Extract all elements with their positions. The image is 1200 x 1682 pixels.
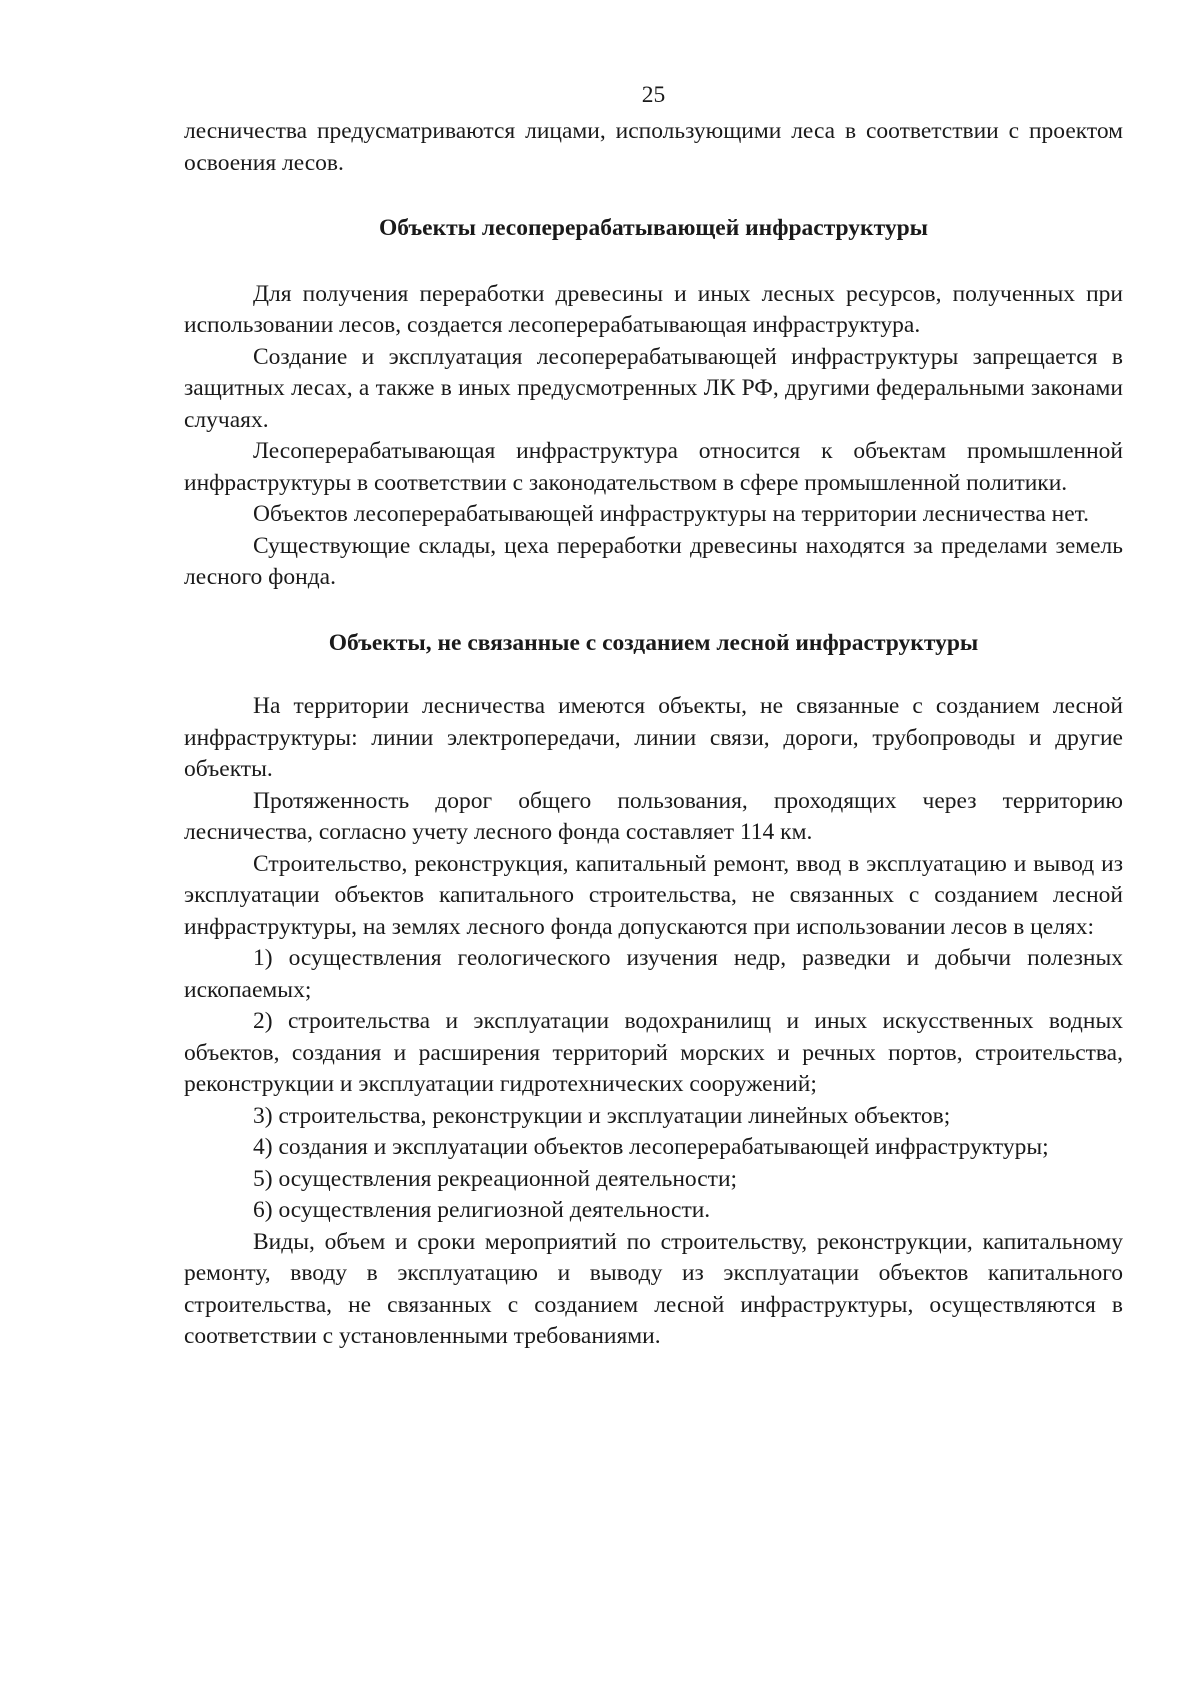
paragraph: Лесоперерабатывающая инфраструктура относится к объектам промышленной инфраструктуры в соответствии с законодательством в сфере промышленной политики. [184, 438, 1123, 496]
paragraph: Объектов лесоперерабатывающей инфраструктуры на территории лесничества нет. [253, 501, 1090, 527]
section-heading-processing-infrastructure: Объекты лесоперерабатывающей инфраструктуры [379, 215, 928, 241]
section-heading-non-forest-objects: Объекты, не связанные с созданием лесной инфраструктуры [328, 629, 979, 656]
list-item: 6) осуществления религиозной деятельности. [253, 1197, 711, 1223]
paragraph: Для получения переработки древесины и иных лесных ресурсов, полученных при использовании лесов, создается лесоперерабатывающая инфраструктура. [184, 280, 1123, 338]
paragraph: Создание и эксплуатация лесоперерабатывающей инфраструктуры запрещается в защитных лесах, а также в иных предусмотренных ЛК РФ, другими федеральными законами случаях. [184, 343, 1123, 433]
paragraph: На территории лесничества имеются объекты, не связанные с созданием лесной инфраструктуры: линии электропередачи, линии связи, дороги, трубопроводы и другие объекты. [184, 693, 1123, 782]
intro-paragraph: лесничества предусматриваются лицами, использующими леса в соответствии с проектом освоения лесов. [184, 118, 1123, 176]
list-item: 2) строительства и эксплуатации водохранилищ и иных искусственных водных объектов, создания и расширения территорий морских и речных портов, строительства, реконструкции и эксплуатации гидротехнических сооружений; [184, 1008, 1123, 1097]
list-item: 5) осуществления рекреационной деятельности; [253, 1165, 738, 1192]
page-number: 25 [641, 82, 666, 108]
paragraph: Строительство, реконструкция, капитальный ремонт, ввод в эксплуатацию и вывод из эксплуатации объектов капитального строительства, не связанных с созданием лесной инфраструктуры, на землях лесного фонда допускаются при использовании лесов в целях: [184, 850, 1123, 940]
list-item: 4) создания и эксплуатации объектов лесоперерабатывающей инфраструктуры; [253, 1134, 1049, 1160]
list-item: 3) строительства, реконструкции и эксплуатации линейных объектов; [253, 1102, 951, 1129]
list-item: 1) осуществления геологического изучения недр, разведки и добычи полезных ископаемых; [184, 945, 1123, 1003]
paragraph: Протяженность дорог общего пользования, проходящих через территорию лесничества, согласно учету лесного фонда составляет 114 км. [184, 787, 1123, 845]
paragraph: Виды, объем и сроки мероприятий по строительству, реконструкции, капитальному ремонту, вводу в эксплуатацию и выводу из эксплуатации объектов капитального строительства, не связанных с созданием лесной инфраструктуры, осуществляются в соответствии с установленными требованиями. [184, 1228, 1123, 1349]
paragraph: Существующие склады, цеха переработки древесины находятся за пределами земель лесного фонда. [184, 532, 1123, 590]
